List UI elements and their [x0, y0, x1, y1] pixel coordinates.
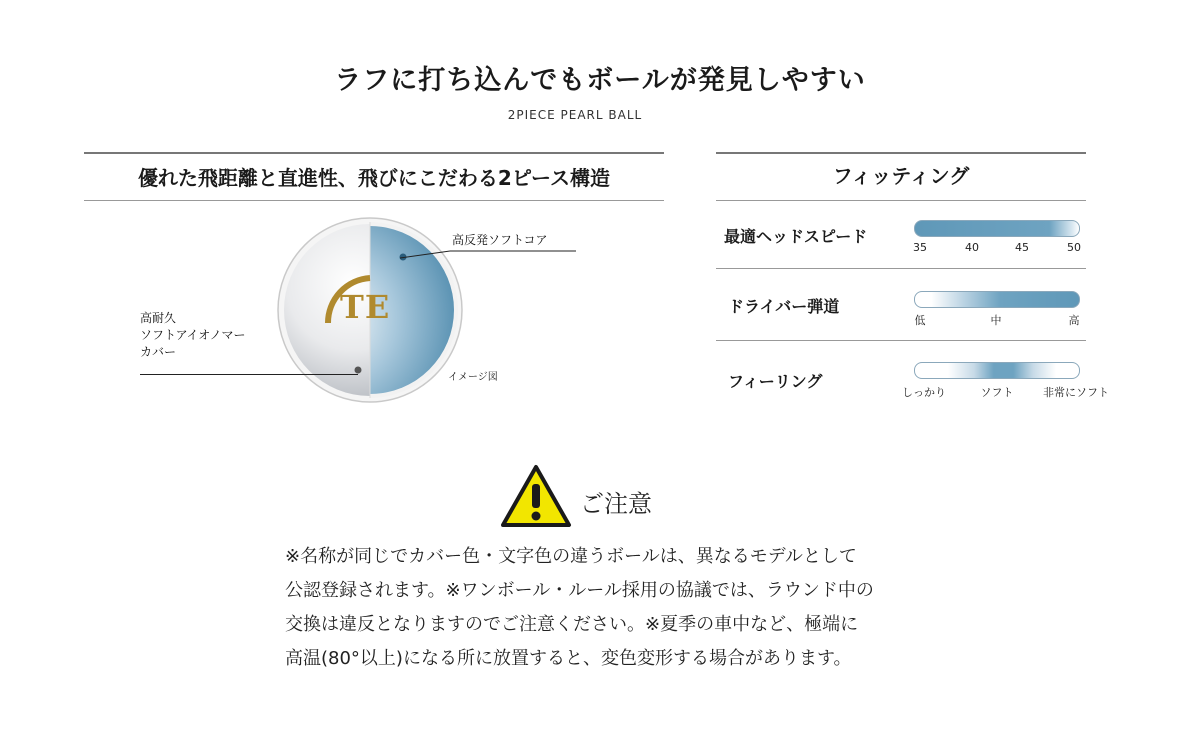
divider	[716, 340, 1086, 341]
feeling-tick: しっかり	[902, 386, 946, 399]
trajectory-tick: 高	[1068, 314, 1080, 327]
feeling-tick: ソフト	[980, 386, 1014, 399]
head-speed-tick: 40	[965, 241, 979, 254]
notice-line: 交換は違反となりますのでご注意ください。※夏季の車中など、極端に	[285, 614, 859, 635]
notice-body	[285, 540, 965, 676]
cover-label-line-3: カバー	[140, 345, 177, 359]
head-speed-tick: 45	[1015, 241, 1029, 254]
divider	[716, 152, 1086, 154]
head-speed-tick: 35	[913, 241, 927, 254]
ball-logo-text: TE	[340, 288, 391, 326]
trajectory-tick: 中	[990, 314, 1002, 327]
notice-line: 高温(80°以上)になる所に放置すると、変色変形する場合があります。	[285, 648, 852, 669]
head-speed-bar	[914, 220, 1080, 237]
trajectory-tick: 低	[914, 314, 926, 327]
cover-label-line-2: ソフトアイオノマー	[140, 328, 246, 342]
feeling-tick: 非常にソフト	[1043, 386, 1109, 399]
notice-line: ※名称が同じでカバー色・文字色の違うボールは、異なるモデルとして	[285, 546, 857, 567]
cover-label	[140, 310, 245, 361]
feeling-bar	[914, 362, 1080, 379]
trajectory-bar	[914, 291, 1080, 308]
image-note: イメージ図	[448, 372, 498, 383]
fitting-heading: フィッティング	[832, 164, 970, 188]
structure-heading: 優れた飛距離と直進性、飛びにこだわる2ピース構造	[137, 166, 611, 190]
core-label: 高反発ソフトコア	[452, 233, 548, 247]
divider	[716, 268, 1086, 269]
divider	[716, 200, 1086, 201]
fitting-label-trajectory: ドライバー弾道	[728, 297, 840, 316]
head-speed-tick: 50	[1067, 241, 1081, 254]
fitting-label-feeling: フィーリング	[728, 372, 823, 391]
notice-line: 公認登録されます。※ワンボール・ルール採用の協議では、ラウンド中の	[285, 580, 874, 601]
divider	[84, 152, 664, 154]
page-subtitle: 2PIECE PEARL BALL	[507, 108, 643, 122]
fitting-label-head-speed: 最適ヘッドスピード	[724, 227, 868, 246]
divider	[84, 200, 664, 201]
page-title: ラフに打ち込んでもボールが発見しやすい	[334, 65, 866, 96]
core-leader-line	[400, 250, 580, 262]
warning-icon	[500, 464, 572, 528]
notice-title: ご注意	[580, 490, 652, 518]
cover-label-line-1: 高耐久	[140, 311, 177, 325]
cover-leader-line	[140, 374, 358, 375]
